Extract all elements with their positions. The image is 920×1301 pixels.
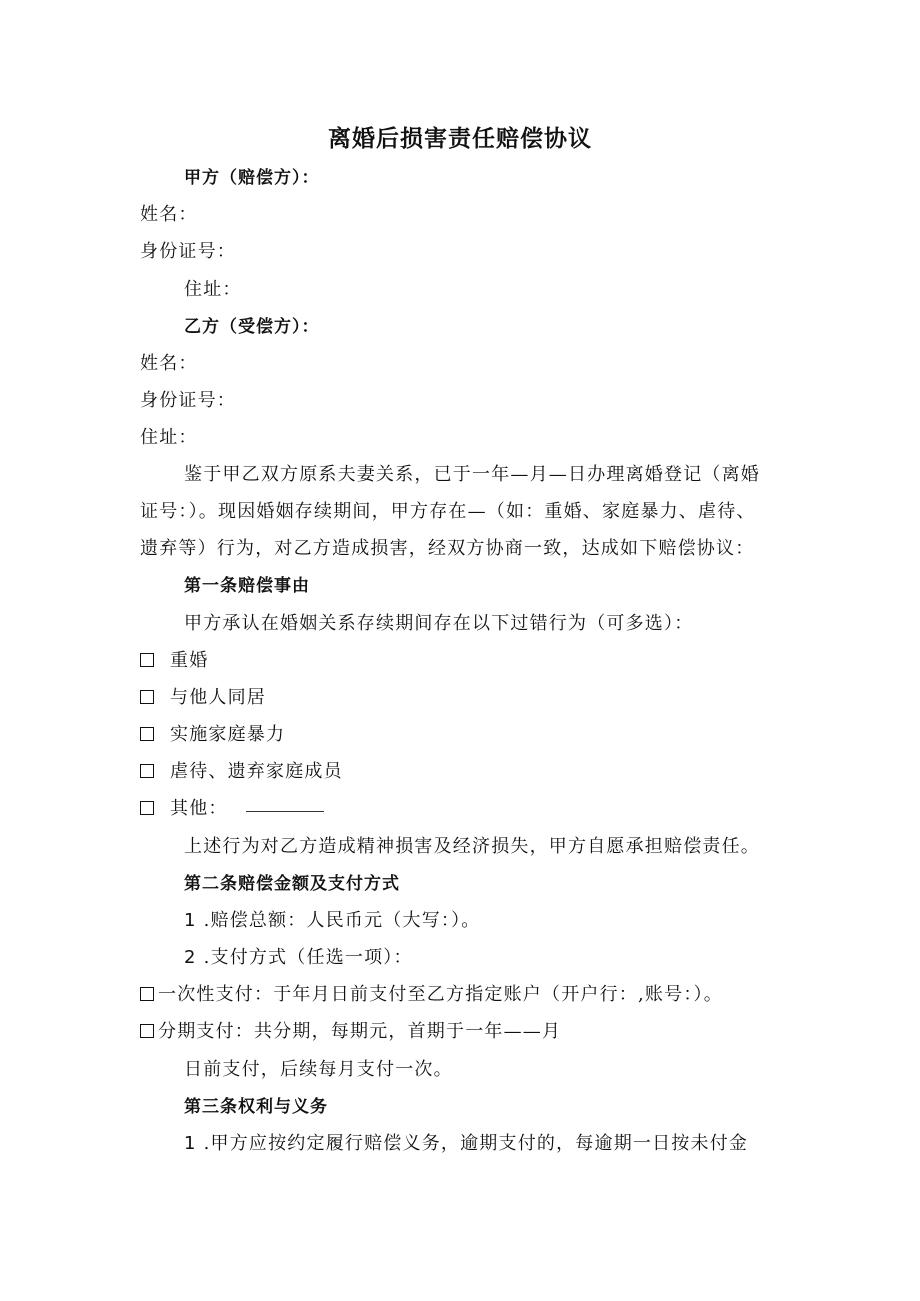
option-abuse-abandonment[interactable]: [140, 760, 343, 784]
checkbox-icon[interactable]: [140, 690, 154, 704]
option-domestic-violence[interactable]: [140, 723, 285, 747]
party-a-id-label: 身份证号：: [140, 241, 236, 262]
checkbox-icon[interactable]: [140, 653, 154, 667]
party-b-id-label: 身份证号：: [140, 390, 236, 411]
checkbox-icon[interactable]: [140, 764, 154, 778]
article-2-item-2: [184, 946, 413, 970]
checkbox-icon[interactable]: [140, 987, 154, 1001]
article-1-conclusion: 上述行为对乙方造成精神损害及经济损失，甲方自愿承担赔偿责任。: [184, 836, 760, 857]
checkbox-icon[interactable]: [140, 801, 154, 815]
article-2-item-1: [184, 909, 481, 933]
article-2-heading: 第二条赔偿金额及支付方式: [184, 874, 400, 894]
option-label: 其他：: [170, 798, 228, 819]
option-label: 实施家庭暴力: [170, 724, 286, 745]
item-text: .甲方应按约定履行赔偿义务，逾期支付的，每逾期一日按未付金: [203, 1133, 749, 1154]
party-a-name-label: 姓名：: [140, 204, 198, 225]
payment-option-installment-continued: 日前支付，后续每月支付一次。: [184, 1059, 453, 1080]
other-blank-field[interactable]: [246, 797, 324, 812]
article-3-item-1: [184, 1132, 748, 1156]
party-b-heading: 乙方（受偿方）：: [184, 317, 320, 337]
article-3-heading: 第三条权利与义务: [184, 1097, 328, 1117]
option-cohabitation[interactable]: [140, 686, 266, 710]
item-text: .支付方式（任选一项）：: [203, 947, 413, 968]
document-title: 离婚后损害责任赔偿协议: [328, 126, 592, 152]
party-b-name-label: 姓名：: [140, 353, 198, 374]
item-number: 1: [184, 910, 197, 931]
preamble-line-3: 遗弃等）行为，对乙方造成损害，经双方协商一致，达成如下赔偿协议：: [140, 538, 755, 559]
option-other[interactable]: [140, 797, 324, 821]
option-label: 一次性支付：于年月日前支付至乙方指定账户（开户行：,账号：）。: [158, 984, 723, 1005]
article-1-heading: 第一条赔偿事由: [184, 576, 310, 596]
party-b-address-label: 住址：: [140, 427, 198, 448]
option-label: 分期支付：共分期，每期元，首期于一年——月: [158, 1021, 562, 1042]
item-text: .赔偿总额：人民币元（大写：）。: [203, 910, 481, 931]
preamble-line-1: 鉴于甲乙双方原系夫妻关系，已于一年—月—日办理离婚登记（离婚: [184, 464, 760, 485]
payment-option-installment[interactable]: [140, 1020, 561, 1044]
option-label: 虐待、遗弃家庭成员: [170, 761, 343, 782]
option-label: 重婚: [170, 650, 209, 671]
party-a-address-label: 住址：: [184, 279, 242, 300]
option-label: 与他人同居: [170, 687, 266, 708]
article-1-intro: 甲方承认在婚姻关系存续期间存在以下过错行为（可多选）：: [184, 613, 694, 634]
preamble-line-2: 证号：）。现因婚姻存续期间，甲方存在—（如：重婚、家庭暴力、虐待、: [140, 501, 756, 522]
checkbox-icon[interactable]: [140, 727, 154, 741]
party-a-heading: 甲方（赔偿方）：: [184, 168, 320, 188]
payment-option-lump-sum[interactable]: [140, 983, 723, 1007]
checkbox-icon[interactable]: [140, 1024, 154, 1038]
item-number: 2: [184, 947, 197, 968]
option-bigamy[interactable]: [140, 649, 208, 673]
item-number: 1: [184, 1133, 197, 1154]
